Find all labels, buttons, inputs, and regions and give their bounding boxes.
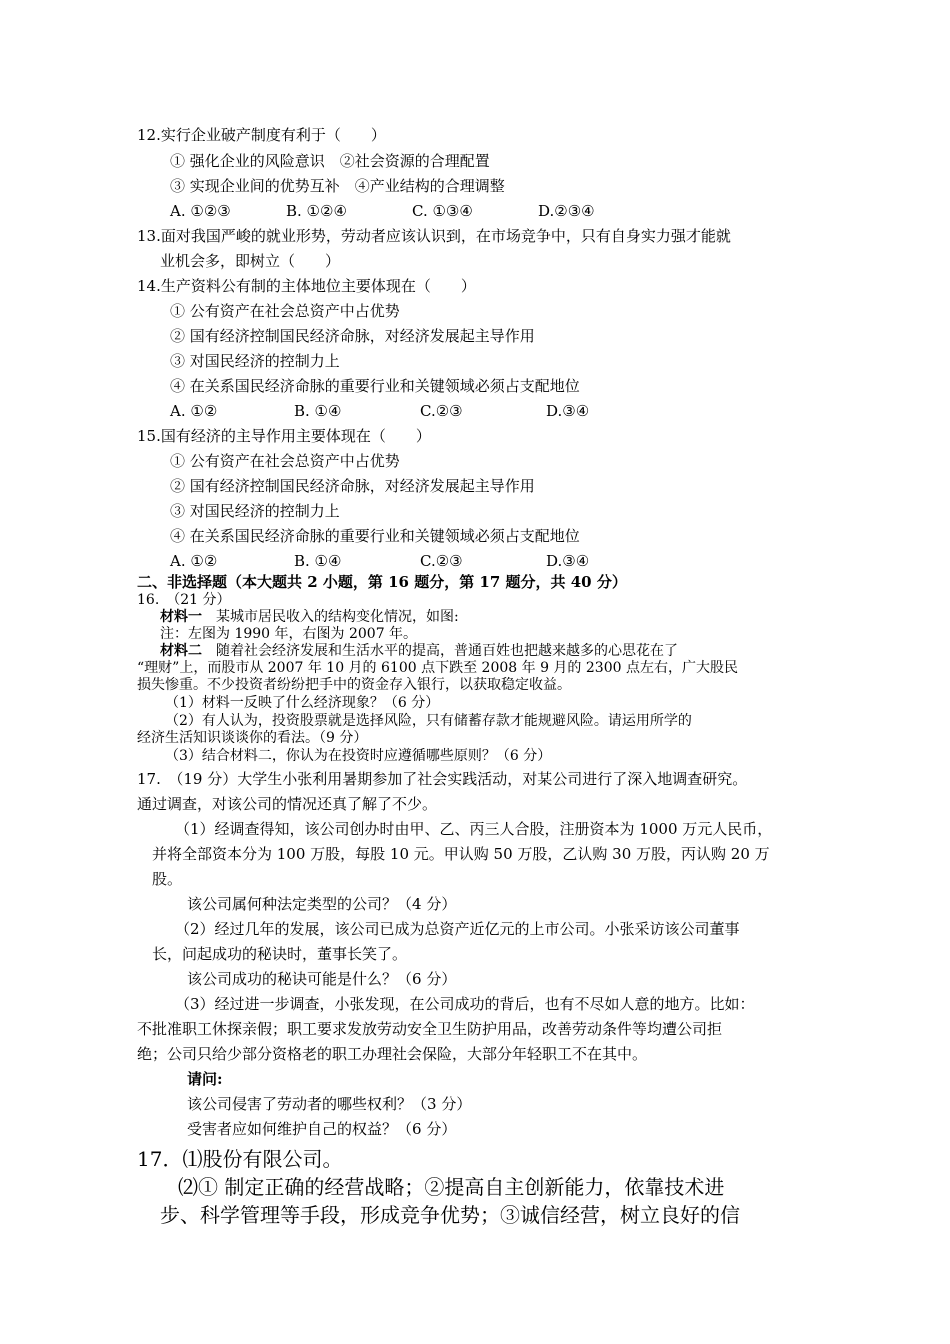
- q12-line2: ③ 实现企业间的优势互补 ④产业结构的合理调整: [170, 177, 505, 195]
- q17-part3-line3: 绝；公司只给少部分资格老的职工办理社会保险，大部分年轻职工不在其中。: [137, 1045, 648, 1063]
- q15-item: ② 国有经济控制国民经济命脉，对经济发展起主导作用: [170, 477, 535, 495]
- q16-header: 16. （21 分）: [137, 592, 231, 608]
- q17-part3-line2: 不批准职工休探亲假；职工要求发放劳动安全卫生防护用品，改善劳动条件等均遭公司拒: [137, 1020, 723, 1038]
- q15-item: ① 公有资产在社会总资产中占优势: [170, 452, 400, 470]
- q17-part1-line2: 并将全部资本分为 100 万股，每股 10 元。甲认购 50 万股，乙认购 30 万股，丙认购 20 万: [152, 845, 770, 863]
- q14-option-a: A. ①②: [170, 402, 218, 420]
- q14-item: ② 国有经济控制国民经济命脉，对经济发展起主导作用: [170, 327, 535, 345]
- material1-label: 材料一: [160, 609, 202, 625]
- q17-part1-line3: 股。: [152, 870, 183, 888]
- q17-question3a: 该公司侵害了劳动者的哪些权利？（3 分）: [187, 1095, 472, 1113]
- q16-material2-line2: “理财”上，而股市从 2007 年 10 月的 6100 点下跌至 2008 年 9 月的 2300 点左右，广大股民: [137, 660, 738, 676]
- answer17-line3: 步、科学管理等手段，形成竞争优势；③诚信经营，树立良好的信: [160, 1203, 740, 1227]
- q17-part3-line1: （3）经过进一步调查，小张发现，在公司成功的背后，也有不尽如人意的地方。比如：: [175, 995, 755, 1013]
- q16-sub1: （1）材料一反映了什么经济现象？（6 分）: [165, 695, 440, 711]
- q14-item: ③ 对国民经济的控制力上: [170, 352, 340, 370]
- q13-stem-line2: 业机会多，即树立（ ）: [160, 252, 341, 270]
- q12-stem: 12.实行企业破产制度有利于（ ）: [137, 126, 386, 144]
- answer17-line2: ⑵① 制定正确的经营战略；②提高自主创新能力，依靠技术进: [178, 1175, 725, 1199]
- q15-option-b: B. ①④: [294, 552, 342, 570]
- q17-intro-line2: 通过调查，对该公司的情况还真了解了不少。: [137, 795, 438, 813]
- q14-option-b: B. ①④: [294, 402, 342, 420]
- q17-question1: 该公司属何种法定类型的公司？（4 分）: [187, 895, 457, 913]
- q16-sub3: （3）结合材料二，你认为在投资时应遵循哪些原则？（6 分）: [165, 748, 552, 764]
- q17-part1-line1: （1）经调查得知，该公司创办时由甲、乙、丙三人合股，注册资本为 1000 万元人民币，: [175, 820, 773, 838]
- q15-option-c: C.②③: [420, 552, 463, 570]
- q12-option-d: D.②③④: [538, 202, 595, 220]
- q16-sub2-line1: （2）有人认为，投资股票就是选择风险，只有储蓄存款才能规避风险。请运用所学的: [165, 713, 692, 729]
- q16-material2-line3: 损失惨重。不少投资者纷纷把手中的资金存入银行，以获取稳定收益。: [137, 677, 571, 693]
- q15-stem: 15.国有经济的主导作用主要体现在（ ）: [137, 427, 431, 445]
- q14-option-c: C.②③: [420, 402, 463, 420]
- material2-label: 材料二: [160, 643, 202, 659]
- q14-item: ① 公有资产在社会总资产中占优势: [170, 302, 400, 320]
- q14-option-d: D.③④: [546, 402, 590, 420]
- section-heading: 二、非选择题（本大题共 2 小题，第 16 题分，第 17 题分，共 40 分）: [137, 573, 627, 591]
- q17-intro-line1: 17. （19 分）大学生小张利用暑期参加了社会实践活动，对某公司进行了深入地调查研究。: [137, 770, 748, 788]
- material2-text: 随着社会经济发展和生活水平的提高，普通百姓也把越来越多的心思花在了: [202, 643, 678, 659]
- q15-item: ④ 在关系国民经济命脉的重要行业和关键领域必须占支配地位: [170, 527, 580, 545]
- q16-sub2-line2: 经济生活知识谈谈你的看法。（9 分）: [137, 730, 368, 746]
- q12-line1: ① 强化企业的风险意识 ②社会资源的合理配置: [170, 152, 490, 170]
- q16-material2: [160, 642, 678, 660]
- q15-option-a: A. ①②: [170, 552, 218, 570]
- q13-stem-line1: 13.面对我国严峻的就业形势，劳动者应该认识到，在市场竞争中，只有自身实力强才能就: [137, 227, 731, 245]
- q12-option-c: C. ①③④: [412, 202, 473, 220]
- q16-material1: [160, 608, 459, 626]
- q15-item: ③ 对国民经济的控制力上: [170, 502, 340, 520]
- q17-part2-line2: 长，问起成功的秘诀时，董事长笑了。: [152, 945, 408, 963]
- q17-part2-line1: （2）经过几年的发展，该公司已成为总资产近亿元的上市公司。小张采访该公司董事: [175, 920, 740, 938]
- answer17-line1: 17．⑴股份有限公司。: [137, 1147, 343, 1171]
- q15-option-d: D.③④: [546, 552, 590, 570]
- q17-ask: 请问:: [187, 1070, 223, 1088]
- q12-option-a: A. ①②③: [170, 202, 231, 220]
- material1-text: 某城市居民收入的结构变化情况，如图:: [202, 609, 459, 625]
- q17-question2: 该公司成功的秘诀可能是什么？（6 分）: [187, 970, 457, 988]
- q14-stem: 14.生产资料公有制的主体地位主要体现在（ ）: [137, 277, 476, 295]
- q12-option-b: B. ①②④: [286, 202, 347, 220]
- q16-note: 注：左图为 1990 年，右图为 2007 年。: [160, 626, 418, 642]
- q17-question3b: 受害者应如何维护自己的权益？（6 分）: [187, 1120, 457, 1138]
- q14-item: ④ 在关系国民经济命脉的重要行业和关键领域必须占支配地位: [170, 377, 580, 395]
